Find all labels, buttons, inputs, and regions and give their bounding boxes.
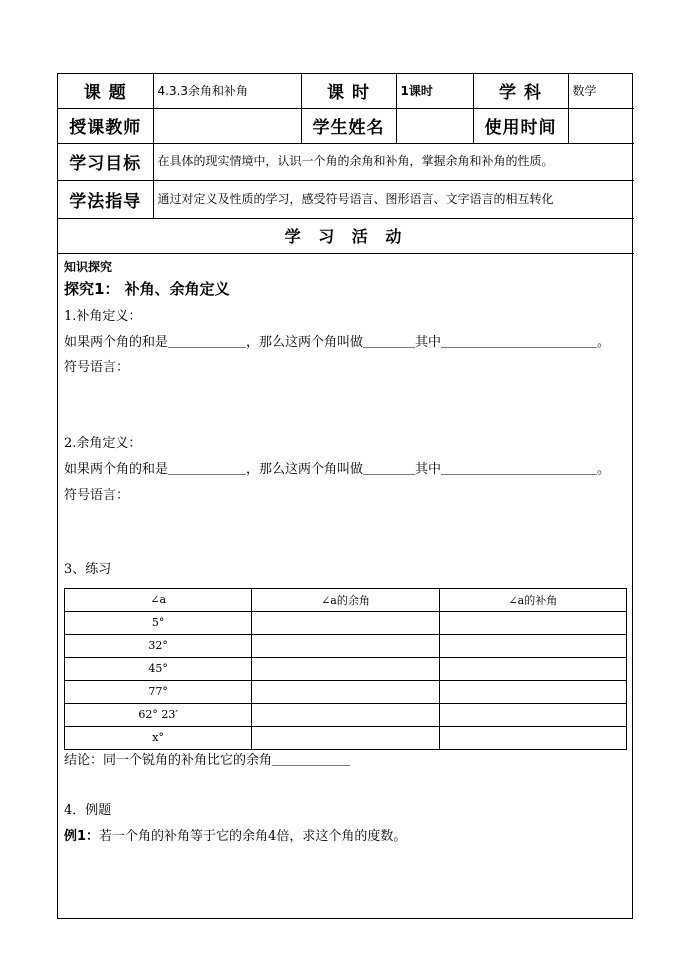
- method-label: 学法指导: [58, 180, 153, 218]
- angle-cell: 62° 23′: [65, 703, 252, 726]
- time-value: [568, 108, 634, 143]
- complementary-def-title: 2.余角定义：: [64, 435, 142, 451]
- supplementary-symbol: 符号语言：: [64, 359, 130, 375]
- subject-value: 数学: [568, 74, 634, 108]
- angle-cell: x°: [65, 726, 252, 749]
- subject-label: 学 科: [473, 74, 568, 108]
- table-row: [65, 634, 627, 657]
- complementary-symbol: 符号语言：: [64, 487, 130, 503]
- topic-value: 4.3.3余角和补角: [153, 74, 301, 108]
- supplement-answer-cell[interactable]: [439, 680, 626, 703]
- practice-title: 3、练习: [64, 561, 112, 577]
- teacher-label: 授课教师: [58, 108, 153, 143]
- header-table: [58, 74, 634, 254]
- table-row: [65, 680, 627, 703]
- student-label: 学生姓名: [301, 108, 396, 143]
- activity-title: 学 习 活 动: [58, 218, 634, 253]
- table-row: [65, 657, 627, 680]
- method-value: 通过对定义及性质的学习，感受符号语言、图形语言、文字语言的相互转化: [153, 180, 634, 218]
- student-value: [396, 108, 473, 143]
- table-row: [65, 611, 627, 634]
- conclusion-text: 结论：同一个锐角的补角比它的余角＿＿＿＿＿＿: [64, 752, 351, 768]
- section-title: 知识探究: [64, 259, 113, 274]
- time-label: 使用时间: [473, 108, 568, 143]
- supplement-answer-cell[interactable]: [439, 634, 626, 657]
- period-value: 1课时: [396, 74, 473, 108]
- table-row: [65, 726, 627, 749]
- col-header-supplement: ∠a的补角: [439, 588, 626, 611]
- complement-answer-cell[interactable]: [252, 703, 439, 726]
- example-1: [64, 826, 626, 848]
- table-row: [65, 703, 627, 726]
- supplement-answer-cell[interactable]: [439, 703, 626, 726]
- angle-cell: 32°: [65, 634, 252, 657]
- example-title: 4．例题: [64, 802, 112, 818]
- col-header-complement: ∠a的余角: [252, 588, 439, 611]
- practice-table: [64, 588, 627, 750]
- complementary-def-text: 如果两个角的和是＿＿＿＿＿＿，那么这两个角叫做＿＿＿＿其中＿＿＿＿＿＿＿＿＿＿＿＿。: [64, 461, 611, 477]
- content-area: [58, 254, 632, 848]
- angle-cell: 5°: [65, 611, 252, 634]
- lesson-sheet: [57, 73, 633, 919]
- goal-label: 学习目标: [58, 143, 153, 180]
- supplement-answer-cell[interactable]: [439, 611, 626, 634]
- supplement-answer-cell[interactable]: [439, 726, 626, 749]
- col-header-angle: ∠a: [65, 588, 252, 611]
- complement-answer-cell[interactable]: [252, 657, 439, 680]
- period-label: 课 时: [301, 74, 396, 108]
- supplementary-def-title: 1.补角定义：: [64, 308, 142, 324]
- supplementary-def-text: 如果两个角的和是＿＿＿＿＿＿，那么这两个角叫做＿＿＿＿其中＿＿＿＿＿＿＿＿＿＿＿＿。: [64, 334, 611, 350]
- table-header-row: [65, 588, 627, 611]
- complement-answer-cell[interactable]: [252, 726, 439, 749]
- angle-cell: 77°: [65, 680, 252, 703]
- explore-1-title: 探究1： 补角、余角定义: [64, 279, 230, 298]
- topic-label: 课 题: [58, 74, 153, 108]
- angle-cell: 45°: [65, 657, 252, 680]
- complement-answer-cell[interactable]: [252, 680, 439, 703]
- teacher-value: [153, 108, 301, 143]
- example-1-label: 例1：: [64, 828, 100, 844]
- complement-answer-cell[interactable]: [252, 611, 439, 634]
- example-1-text: 若一个角的补角等于它的余角4倍，求这个角的度数。: [99, 828, 407, 844]
- goal-value: 在具体的现实情境中，认识一个角的余角和补角，掌握余角和补角的性质。: [153, 143, 634, 180]
- supplement-answer-cell[interactable]: [439, 657, 626, 680]
- complement-answer-cell[interactable]: [252, 634, 439, 657]
